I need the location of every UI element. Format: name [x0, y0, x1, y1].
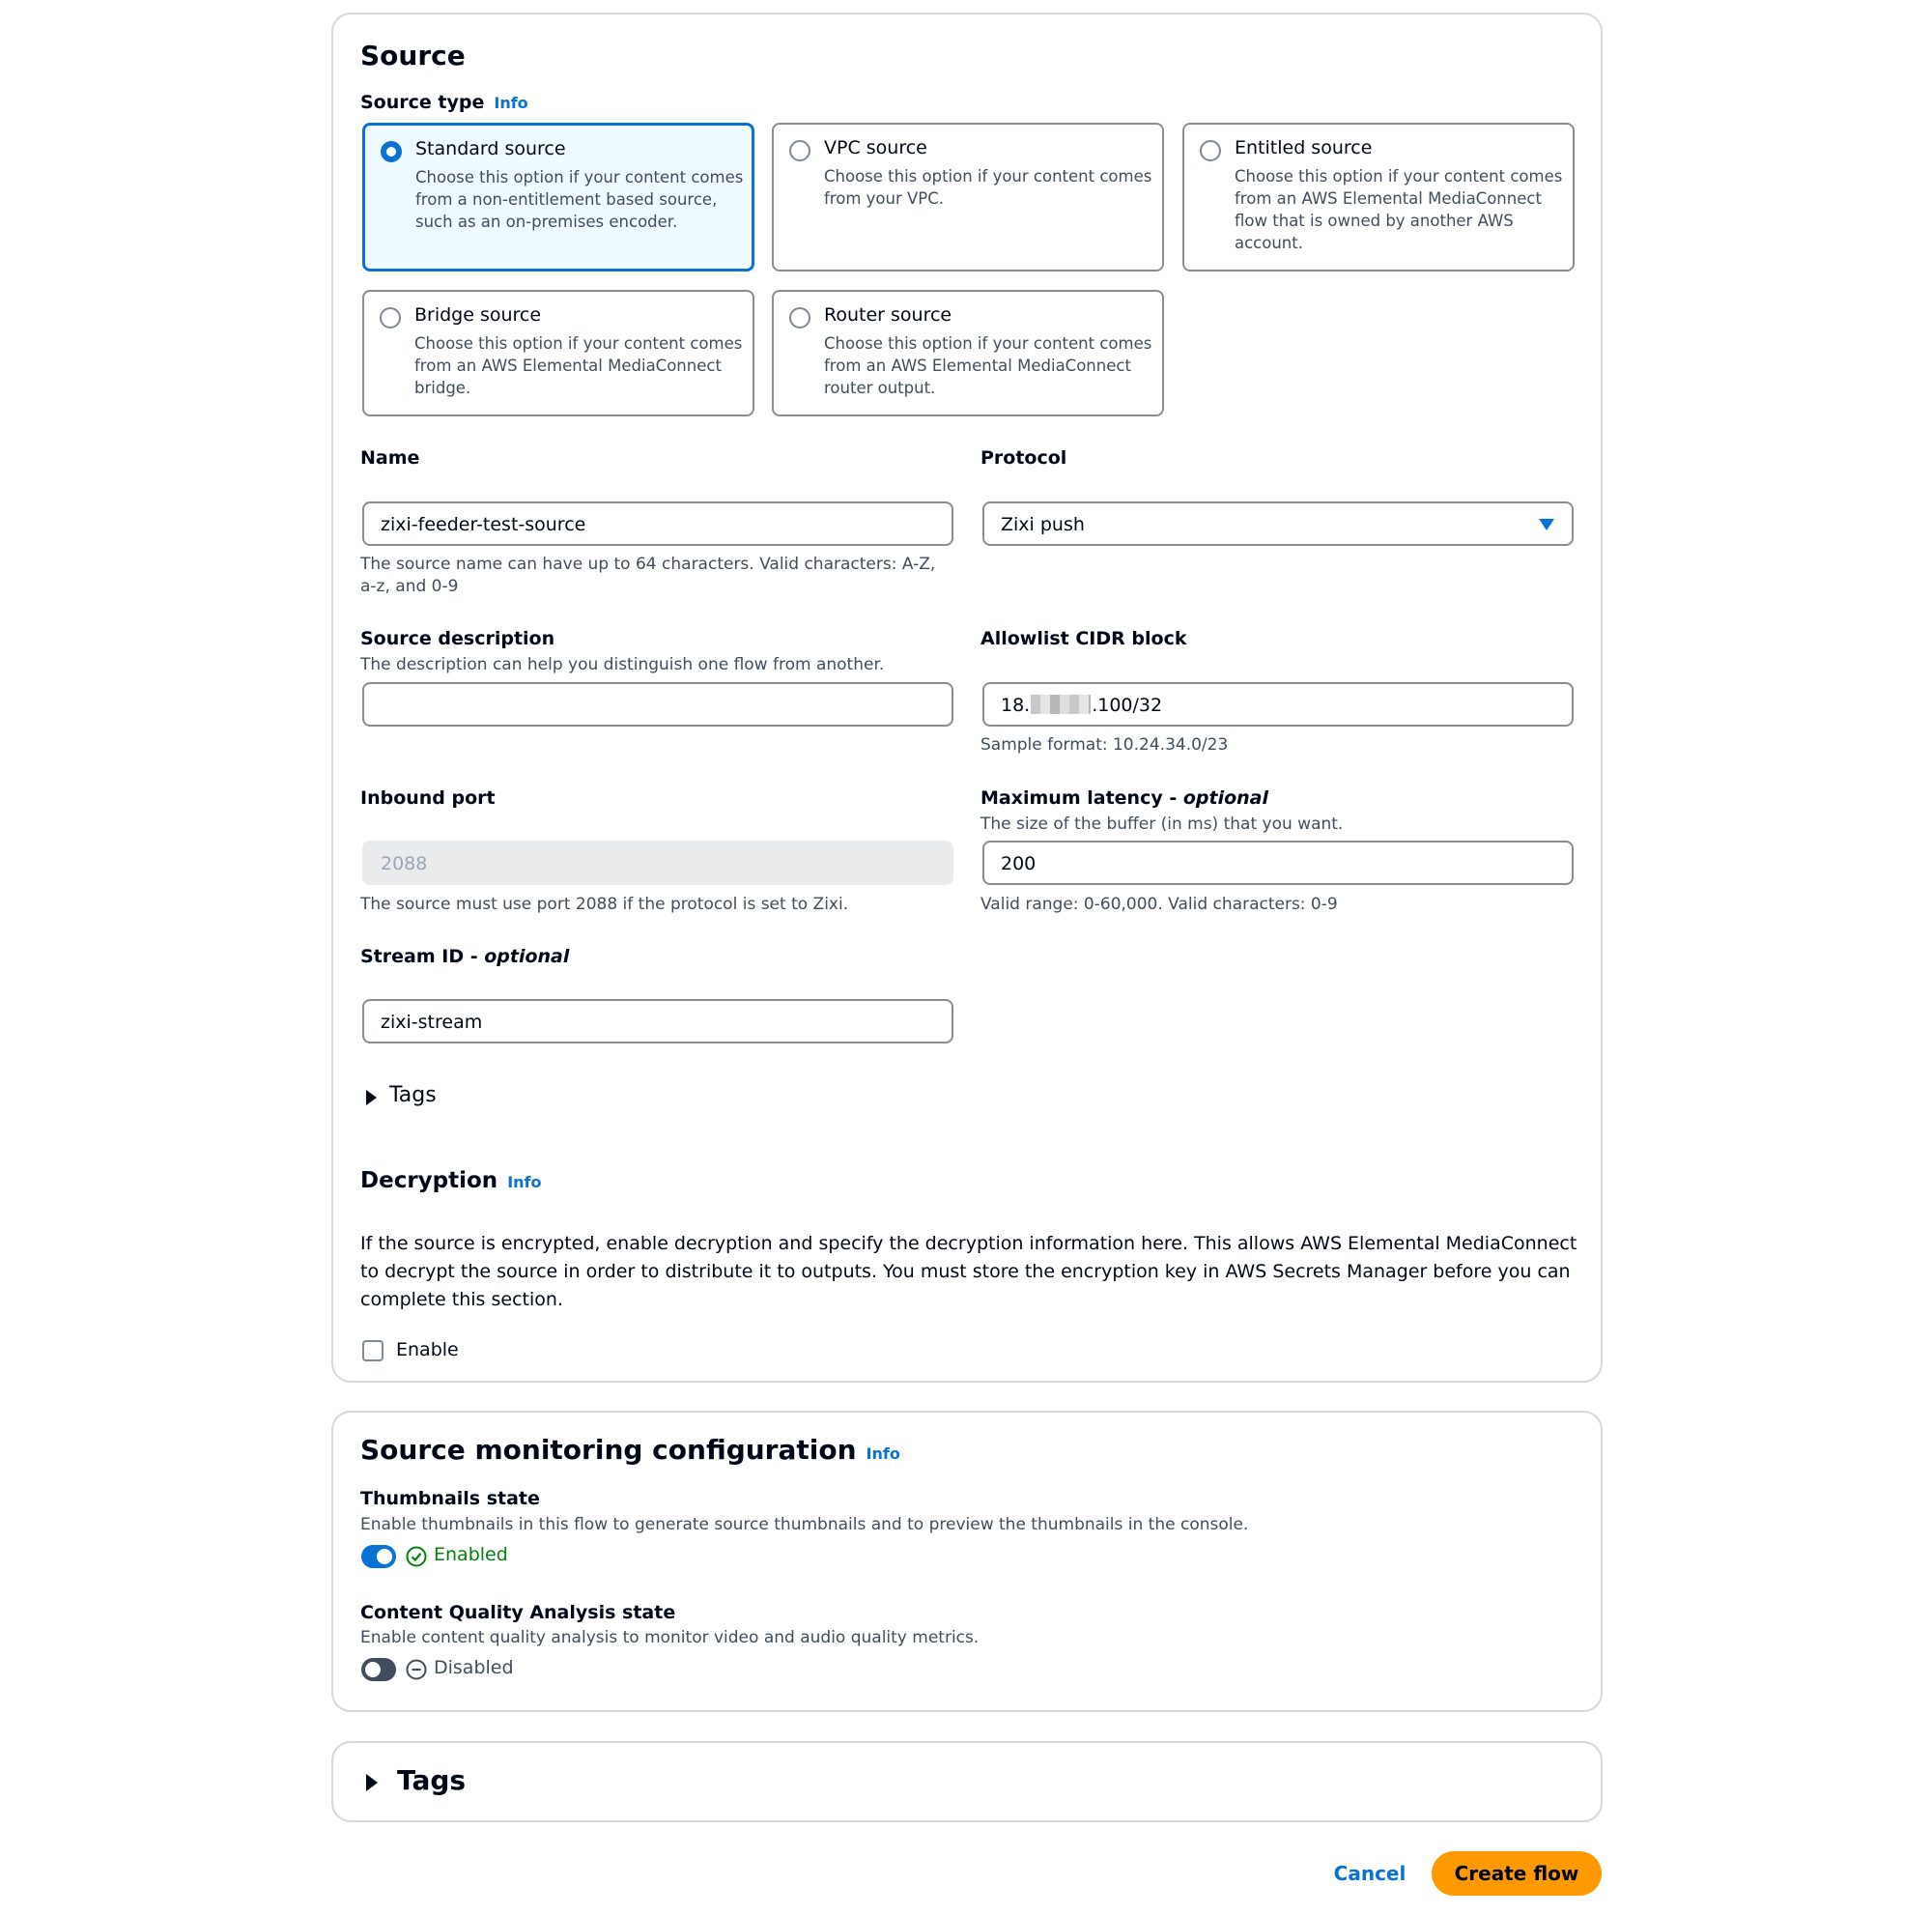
create-flow-button[interactable]: Create flow — [1432, 1851, 1602, 1896]
cidr-value-prefix: 18. — [1001, 695, 1031, 716]
source-type-info-link[interactable]: Info — [494, 94, 528, 112]
radio-entitled-source[interactable] — [1200, 140, 1221, 161]
cqa-status: Disabled — [434, 1657, 514, 1678]
tile-standard-title: Standard source — [415, 138, 566, 159]
thumbnails-toggle[interactable] — [361, 1545, 396, 1568]
max-latency-label-text: Maximum latency - — [980, 787, 1183, 809]
enable-decryption-checkbox[interactable] — [362, 1340, 384, 1361]
source-description-input[interactable] — [362, 682, 953, 727]
cidr-input[interactable] — [982, 682, 1574, 727]
status-success-icon — [406, 1546, 427, 1567]
tile-bridge-desc: Choose this option if your content comes from an AWS Elemental MediaConnect bridge. — [414, 334, 743, 397]
cqa-label: Content Quality Analysis state — [360, 1602, 676, 1623]
cidr-value-suffix: .100/32 — [1092, 695, 1163, 716]
stream-id-optional: optional — [484, 946, 570, 967]
inbound-port-input: 2088 — [362, 841, 953, 885]
tile-entitled-title: Entitled source — [1235, 137, 1373, 158]
tags-expander[interactable] — [360, 1083, 476, 1116]
cancel-button[interactable]: Cancel — [1325, 1851, 1414, 1896]
radio-bridge-source[interactable] — [380, 307, 401, 329]
tile-entitled-desc: Choose this option if your content comes from an AWS Elemental MediaConnect flow that is owned by another AWS account. — [1235, 167, 1563, 252]
max-latency-optional: optional — [1182, 787, 1268, 809]
cidr-label: Allowlist CIDR block — [980, 628, 1187, 649]
max-latency-desc: The size of the buffer (in ms) that you want. — [980, 815, 1344, 834]
tile-bridge-source[interactable] — [362, 290, 754, 416]
source-description-label: Source description — [360, 628, 555, 649]
toggle-knob — [377, 1549, 392, 1564]
enable-decryption-label: Enable — [396, 1339, 459, 1360]
tile-standard-source[interactable] — [362, 123, 754, 272]
name-hint: The source name can have up to 64 characters. Valid characters: A-Z, a-z, and 0-9 — [360, 555, 936, 596]
monitoring-info-link[interactable]: Info — [866, 1444, 900, 1463]
thumbnails-status: Enabled — [434, 1544, 508, 1565]
decryption-desc: If the source is encrypted, enable decryption and specify the decryption information here. This allows AWS Elemental MediaConnect to decrypt the source in order to distribute it to outputs. You must store the encryption key in AWS Secrets Manager before you can complete this section. — [360, 1233, 1577, 1310]
radio-router-source[interactable] — [789, 307, 810, 329]
tags-panel[interactable] — [331, 1741, 1603, 1822]
inbound-port-label: Inbound port — [360, 787, 496, 809]
tile-router-source[interactable] — [772, 290, 1164, 416]
source-type-label — [360, 92, 528, 113]
redacted-block — [1031, 695, 1091, 714]
cqa-desc: Enable content quality analysis to monitor video and audio quality metrics. — [360, 1628, 980, 1647]
radio-vpc-source[interactable] — [789, 140, 810, 161]
tile-bridge-title: Bridge source — [414, 304, 542, 326]
tile-standard-desc: Choose this option if your content comes from a non-entitlement based source, such as an on-premises encoder. — [415, 168, 744, 231]
stream-id-input[interactable]: zixi-stream — [362, 999, 953, 1043]
tile-router-title: Router source — [824, 304, 952, 326]
tile-vpc-title: VPC source — [824, 137, 927, 158]
source-panel — [331, 13, 1603, 1383]
tile-router-desc: Choose this option if your content comes from an AWS Elemental MediaConnect router output. — [824, 334, 1152, 397]
source-description-desc: The description can help you distinguish one flow from another. — [360, 655, 885, 674]
tile-entitled-source[interactable] — [1182, 123, 1575, 272]
max-latency-label — [980, 787, 1268, 809]
cqa-toggle[interactable] — [361, 1658, 396, 1681]
caret-down-icon — [1539, 519, 1554, 530]
tags-expander-label: Tags — [389, 1083, 437, 1107]
source-type-label-text: Source type — [360, 92, 485, 113]
inbound-port-hint: The source must use port 2088 if the protocol is set to Zixi. — [360, 895, 849, 914]
thumbnails-desc: Enable thumbnails in this flow to generate source thumbnails and to preview the thumbnails in the console. — [360, 1515, 1249, 1534]
thumbnails-label: Thumbnails state — [360, 1488, 540, 1509]
cidr-hint: Sample format: 10.24.34.0/23 — [980, 735, 1229, 755]
tags-panel-title: Tags — [397, 1764, 467, 1796]
monitoring-header — [360, 1434, 900, 1466]
caret-right-icon — [366, 1090, 377, 1105]
decryption-info-link[interactable]: Info — [507, 1173, 542, 1191]
decryption-title: Decryption — [360, 1168, 498, 1193]
source-title: Source — [360, 40, 466, 71]
caret-right-icon — [366, 1774, 378, 1791]
stream-id-label-text: Stream ID - — [360, 946, 485, 967]
protocol-label: Protocol — [980, 447, 1067, 469]
max-latency-input[interactable]: 200 — [982, 841, 1574, 885]
radio-standard-source[interactable] — [381, 141, 402, 162]
name-label: Name — [360, 447, 420, 469]
toggle-knob — [365, 1662, 381, 1677]
decryption-header — [360, 1168, 541, 1193]
protocol-select[interactable] — [982, 501, 1574, 546]
protocol-selected-value: Zixi push — [1001, 514, 1085, 535]
status-stopped-icon — [406, 1659, 427, 1680]
tile-vpc-desc: Choose this option if your content comes from your VPC. — [824, 167, 1152, 208]
stream-id-label — [360, 946, 569, 967]
name-input[interactable]: zixi-feeder-test-source — [362, 501, 953, 546]
monitoring-title: Source monitoring configuration — [360, 1434, 857, 1466]
source-monitoring-panel — [331, 1411, 1603, 1712]
tile-vpc-source[interactable] — [772, 123, 1164, 272]
max-latency-hint: Valid range: 0-60,000. Valid characters: 0-9 — [980, 895, 1338, 914]
